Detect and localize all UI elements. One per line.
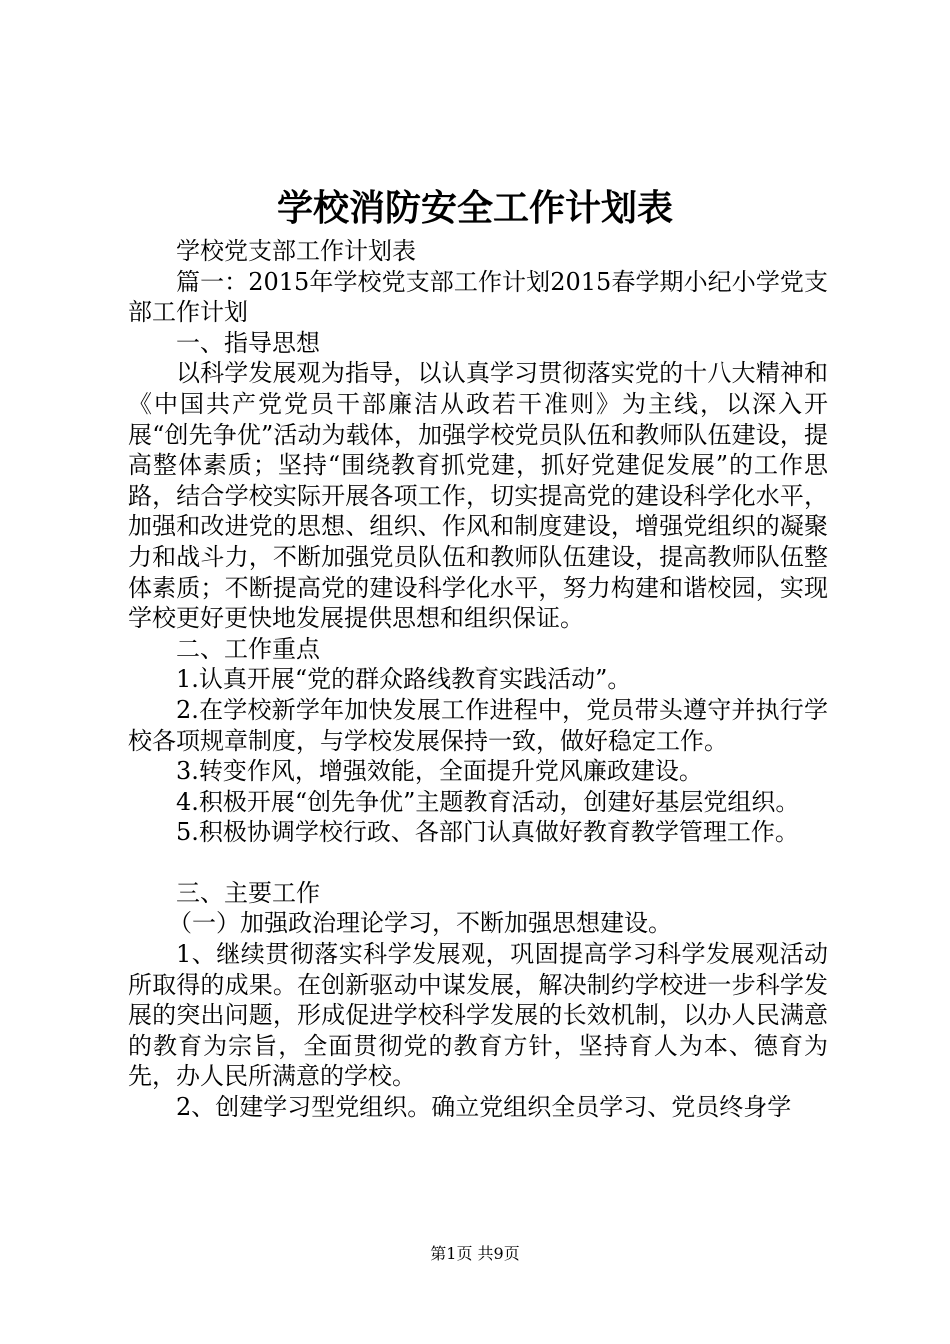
section-heading-main-work: 三、主要工作 [176,878,320,907]
paragraph-spacer [128,848,828,878]
page-footer: 第1页 共9页 [430,1244,520,1263]
subsection-heading-theory-study: （一）加强政治理论学习，不断加强思想建设。 [168,909,672,938]
document-title: 学校消防安全工作计划表 [276,187,673,229]
list-item-focus-1: 1.认真开展“党的群众路线教育实践活动”。 [176,665,632,694]
list-item-focus-5: 5.积极协调学校行政、各部门认真做好教育教学管理工作。 [176,818,799,847]
list-item-focus-3: 3.转变作风，增强效能，全面提升党风廉政建设。 [176,757,703,786]
section-heading-work-focus: 二、工作重点 [176,634,320,663]
list-item-focus-4: 4.积极开展“创先争优”主题教育活动，创建好基层党组织。 [176,787,800,816]
list-item-main-work-1: 1、继续贯彻落实科学发展观，巩固提高学习科学发展观活动所取得的成果。在创新驱动中谋发展，解决制约学校进一步科学发展的突出问题，形成促进学校科学发展的长效机制，以办人民满意的教育为宗旨，全面贯彻党的教育方针，坚持育人为本、德育为先，办人民所满意的学校。 [128,940,828,1091]
document-body [128,236,828,1123]
paragraph-article-heading: 篇一：2015年学校党支部工作计划2015春学期小纪小学党支部工作计划 [128,267,828,327]
list-item-focus-2: 2.在学校新学年加快发展工作进程中，党员带头遵守并执行学校各项规章制度，与学校发展保持一致，做好稳定工作。 [128,695,828,755]
paragraph-subtitle: 学校党支部工作计划表 [176,237,416,265]
section-heading-guiding-thought: 一、指导思想 [176,328,320,357]
list-item-main-work-2: 2、创建学习型党组织。确立党组织全员学习、党员终身学 [176,1093,792,1122]
paragraph-guiding-thought: 以科学发展观为指导，以认真学习贯彻落实党的十八大精神和《中国共产党党员干部廉洁从政若干准则》为主线，以深入开展“创先争优”活动为载体，加强学校党员队伍和教师队伍建设，提高整体素质；坚持“围绕教育抓党建，抓好党建促发展”的工作思路，结合学校实际开展各项工作，切实提高党的建设科学化水平，加强和改进党的思想、组织、作风和制度建设，增强党组织的凝聚力和战斗力，不断加强党员队伍和教师队伍建设，提高教师队伍整体素质；不断提高党的建设科学化水平，努力构建和谐校园，实现学校更好更快地发展提供思想和组织保证。 [128,359,828,633]
